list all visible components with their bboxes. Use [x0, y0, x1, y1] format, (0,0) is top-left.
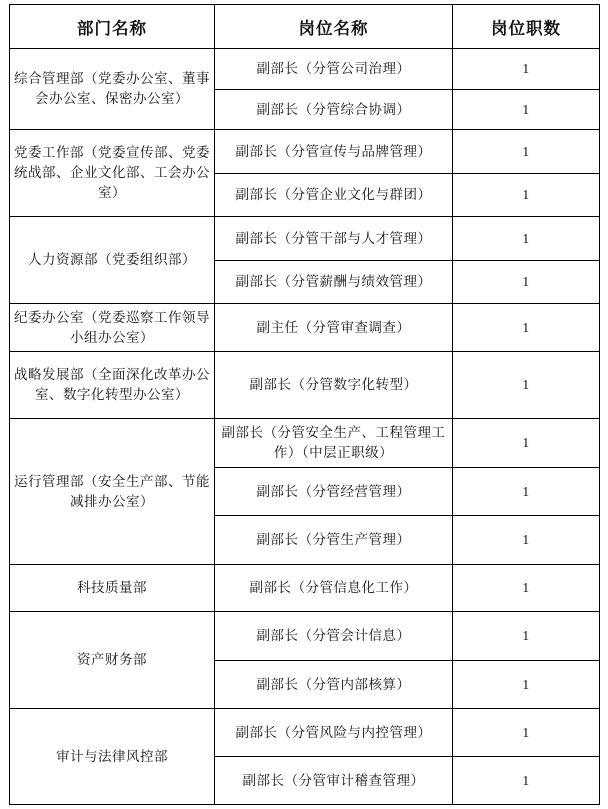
table-row — [10, 612, 600, 661]
position-title-cell: 副部长（分管经营管理） — [215, 468, 453, 516]
table-header-row — [10, 5, 600, 49]
column-header-department: 部门名称 — [10, 5, 215, 49]
position-title-cell: 副部长（分管宣传与品牌管理） — [215, 130, 453, 174]
position-count-cell: 1 — [453, 217, 600, 261]
position-count-cell: 1 — [453, 757, 600, 805]
department-name-cell: 审计与法律风控部 — [10, 709, 215, 805]
position-title-cell: 副部长（分管薪酬与绩效管理） — [215, 261, 453, 304]
table-row — [10, 217, 600, 261]
position-title-cell: 副部长（分管会计信息） — [215, 612, 453, 661]
department-name-cell: 综合管理部（党委办公室、董事会办公室、保密办公室） — [10, 49, 215, 130]
position-title-cell: 副部长（分管信息化工作） — [215, 565, 453, 612]
positions-table — [9, 4, 600, 805]
position-count-cell: 1 — [453, 612, 600, 661]
position-title-cell: 副部长（分管审计稽查管理） — [215, 757, 453, 805]
table-row — [10, 565, 600, 612]
position-title-cell: 副主任（分管审查调查） — [215, 304, 453, 352]
position-count-cell: 1 — [453, 419, 600, 468]
position-title-cell: 副部长（分管公司治理） — [215, 49, 453, 90]
department-name-cell: 党委工作部（党委宣传部、党委统战部、企业文化部、工会办公室） — [10, 130, 215, 217]
table-row — [10, 49, 600, 90]
position-count-cell: 1 — [453, 468, 600, 516]
position-count-cell: 1 — [453, 174, 600, 217]
position-count-cell: 1 — [453, 709, 600, 757]
position-count-cell: 1 — [453, 261, 600, 304]
position-count-cell: 1 — [453, 130, 600, 174]
position-count-cell: 1 — [453, 352, 600, 419]
position-title-cell: 副部长（分管生产管理） — [215, 516, 453, 565]
position-title-cell: 副部长（分管干部与人才管理） — [215, 217, 453, 261]
table-row — [10, 304, 600, 352]
position-title-cell: 副部长（分管数字化转型） — [215, 352, 453, 419]
position-title-cell: 副部长（分管风险与内控管理） — [215, 709, 453, 757]
position-count-cell: 1 — [453, 90, 600, 130]
department-name-cell: 科技质量部 — [10, 565, 215, 612]
department-name-cell: 运行管理部（安全生产部、节能减排办公室） — [10, 419, 215, 565]
department-name-cell: 人力资源部（党委组织部） — [10, 217, 215, 304]
department-name-cell: 资产财务部 — [10, 612, 215, 709]
position-title-cell: 副部长（分管企业文化与群团） — [215, 174, 453, 217]
position-count-cell: 1 — [453, 516, 600, 565]
table-row — [10, 419, 600, 468]
column-header-count: 岗位职数 — [453, 5, 600, 49]
position-title-cell: 副部长（分管内部核算） — [215, 661, 453, 709]
department-name-cell: 战略发展部（全面深化改革办公室、数字化转型办公室） — [10, 352, 215, 419]
position-title-cell: 副部长（分管安全生产、工程管理工作）（中层正职级） — [215, 419, 453, 468]
table-row — [10, 709, 600, 757]
position-count-cell: 1 — [453, 304, 600, 352]
table-row — [10, 352, 600, 419]
table-row — [10, 130, 600, 174]
position-count-cell: 1 — [453, 49, 600, 90]
position-count-cell: 1 — [453, 565, 600, 612]
position-title-cell: 副部长（分管综合协调） — [215, 90, 453, 130]
department-name-cell: 纪委办公室（党委巡察工作领导小组办公室） — [10, 304, 215, 352]
position-count-cell: 1 — [453, 661, 600, 709]
column-header-position: 岗位名称 — [215, 5, 453, 49]
